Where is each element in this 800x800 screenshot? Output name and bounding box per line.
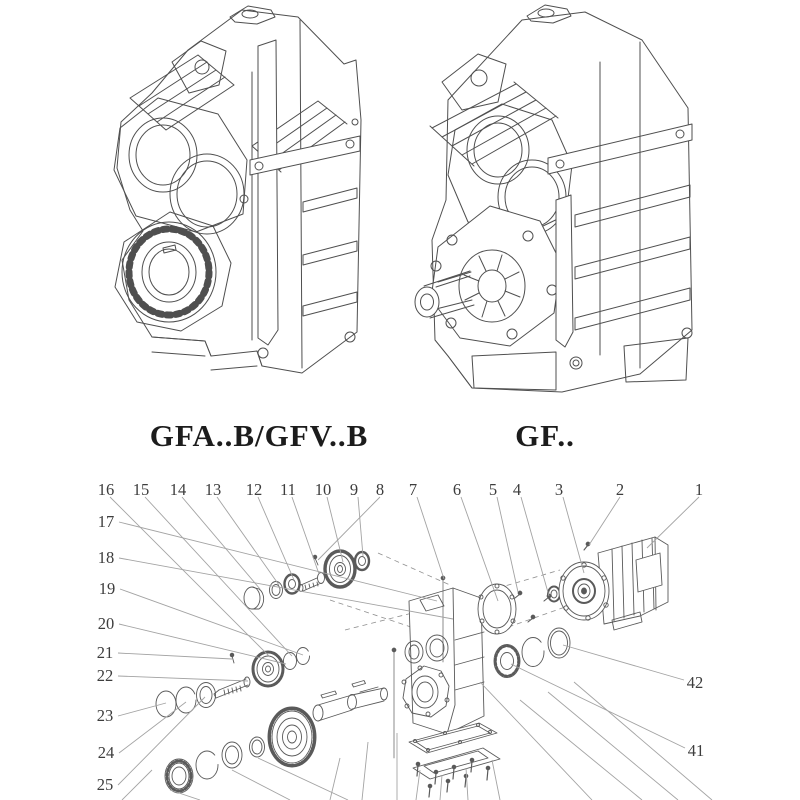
output-shaft [313,687,388,721]
leader-line-8 [318,497,380,560]
input-gear [325,551,355,587]
leader-line-13 [217,497,279,585]
circlip [196,751,218,779]
output-side-rings [494,628,570,678]
callout-number-17: 17 [97,512,115,531]
leader-line-14 [182,497,260,589]
roller-bearing [494,645,520,678]
callout-number-21: 21 [96,643,114,662]
leader-line-offscreen-7 [492,760,500,800]
washer [284,653,297,670]
leader-line-4 [521,497,549,596]
leader-line-42 [563,645,684,680]
shaft-key [321,691,337,698]
callout-number-8: 8 [375,480,385,499]
leader-line-offscreen-15 [258,758,348,800]
callout-number-22: 22 [96,666,114,685]
leader-line-9 [358,497,363,556]
callout-number-1: 1 [694,480,704,499]
motor-flange [559,562,609,620]
callout-number-18: 18 [97,548,115,567]
shaft-key [352,681,366,688]
leader-line-7 [417,497,444,579]
leader-line-1 [647,497,699,548]
callout-number-13: 13 [204,480,222,499]
leader-line-offscreen-5 [440,775,442,800]
callout-number-41: 41 [687,741,705,760]
seal-ring-set [156,683,216,718]
leader-line-3 [563,497,584,573]
leader-line-offscreen-14 [232,770,290,800]
leader-line-5 [497,497,518,592]
adapter-flange-ring [478,584,516,634]
exploded-parts-diagram [0,465,800,800]
retaining-ring [297,648,310,665]
leader-line-6 [461,497,498,601]
leader-line-offscreen-2 [362,742,368,800]
leader-line-2 [589,497,620,545]
callout-number-7: 7 [408,480,418,499]
leader-line-21 [118,653,232,659]
ball-bearing [165,759,193,793]
bolt [230,653,234,663]
output-bearing-set [165,737,265,793]
model-label-gfa: GFA..B/GFV..B [149,418,369,453]
model-label-gf: GF.. [515,418,575,453]
bearing [355,552,369,570]
leader-line-17 [119,522,437,601]
callout-number-4: 4 [512,480,522,499]
circlip [522,638,544,667]
oil-seal [156,691,176,717]
callout-number-12: 12 [245,480,263,499]
motor [559,537,668,630]
callout-number-9: 9 [349,480,359,499]
leader-line-12 [258,497,294,580]
leader-line-offscreen-9 [520,700,642,800]
output-gear [268,707,316,767]
output-gear-set [268,681,388,768]
pinion-shaft [299,573,325,592]
end-cap [244,587,260,609]
callout-number-14: 14 [169,480,187,499]
leader-line-24 [119,702,186,753]
figure-gf-drawing [415,5,692,392]
leader-line-22 [118,676,248,681]
callout-number-11: 11 [280,480,296,499]
leader-line-offscreen-10 [548,692,678,800]
callout-layer [97,480,705,794]
callout-number-6: 6 [452,480,462,499]
callout-number-24: 24 [97,743,115,762]
callout-number-20: 20 [97,614,115,633]
callout-number-10: 10 [314,480,332,499]
leader-line-25 [118,697,205,785]
callout-number-23: 23 [96,706,114,725]
leader-line-18 [119,558,453,619]
callout-number-5: 5 [488,480,498,499]
callout-number-15: 15 [132,480,150,499]
callout-number-2: 2 [615,480,625,499]
second-gear-set [214,648,310,699]
leader-line-41 [511,664,685,748]
leader-line-offscreen-12 [122,770,152,800]
leader-line-offscreen-6 [466,768,468,800]
leader-line-11 [292,497,319,574]
figure-gfa-drawing [114,6,361,373]
leader-line-23 [118,703,166,716]
leader-line-16 [110,497,270,657]
callout-number-19: 19 [98,579,116,598]
callout-number-16: 16 [97,480,115,499]
callout-number-42: 42 [686,673,704,692]
callout-number-25: 25 [96,775,114,794]
leader-line-20 [119,624,286,664]
callout-number-3: 3 [554,480,564,499]
seal-ring [548,628,570,658]
